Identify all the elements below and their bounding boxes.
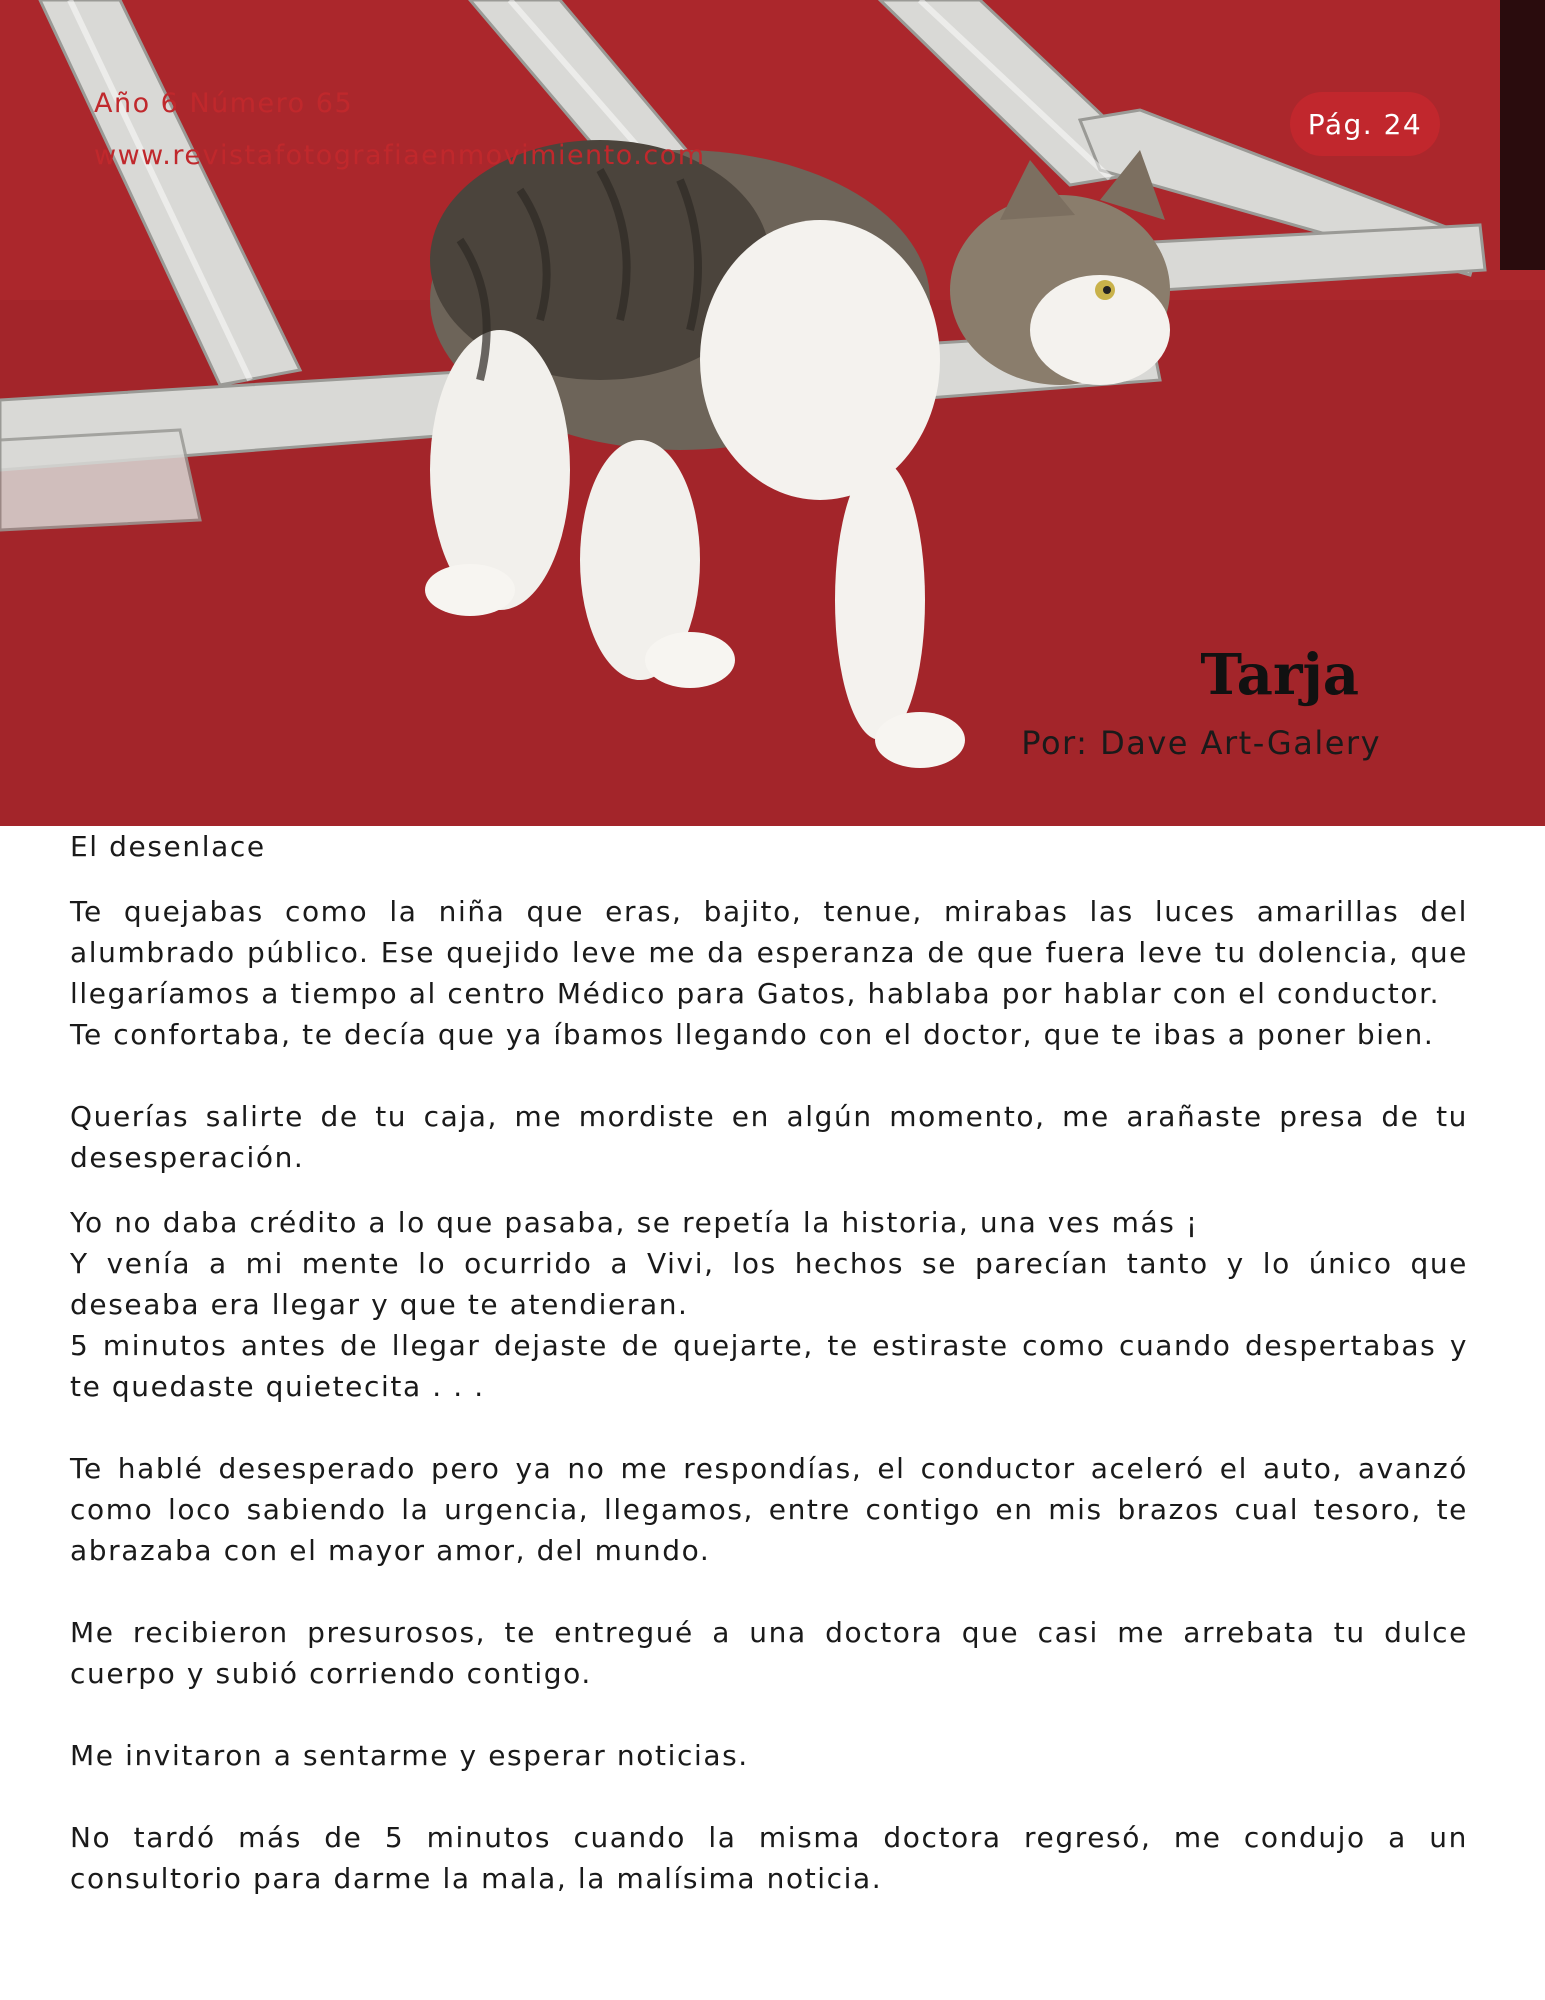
author-byline: Por: Dave Art-Galery: [1021, 724, 1381, 762]
page-number-badge: Pág. 24: [1290, 92, 1440, 156]
paragraph: Me invitaron a sentarme y esperar noticias.: [70, 1739, 749, 1772]
paragraph: Querías salirte de tu caja, me mordiste en algún momento, me arañaste presa de tu desesperación.: [70, 1100, 1468, 1174]
paragraph-text: 5 minutos antes de llegar dejaste de quejarte, te estiraste como cuando despertabas y te quedaste quietecita . . .: [70, 1329, 1468, 1403]
website-url: www.revistafotografiaenmovimiento.com: [94, 140, 706, 171]
paragraph-text: Te confortaba, te decía que ya íbamos llegando con el doctor, que te ibas a poner bien.: [70, 1018, 1435, 1051]
paragraph: [70, 1202, 1468, 1407]
article-body: [70, 826, 1468, 1899]
paragraph-text: Te quejabas como la niña que eras, bajito, tenue, mirabas las luces amarillas del alumbrado público. Ese quejido leve me da esperanza de que fuera leve tu dolencia, que llegaríamos a tiempo al centro Médico para Gatos, hablaba por hablar con el conductor.: [70, 895, 1468, 1010]
hero-photo: [0, 0, 1545, 826]
paragraph: Me recibieron presurosos, te entregué a una doctora que casi me arrebata tu dulce cuerpo y subió corriendo contigo.: [70, 1616, 1468, 1690]
paragraph-text: Y venía a mi mente lo ocurrido a Vivi, los hechos se parecían tanto y lo único que deseaba era llegar y que te atendieran.: [70, 1247, 1468, 1321]
paragraph: [70, 891, 1468, 1055]
story-title: Tarja: [1200, 642, 1359, 708]
paragraph: No tardó más de 5 minutos cuando la misma doctora regresó, me condujo a un consultorio para darme la mala, la malísima noticia.: [70, 1821, 1468, 1895]
paragraph-text: Yo no daba crédito a lo que pasaba, se repetía la historia, una ves más ¡: [70, 1206, 1199, 1239]
paragraph: Te hablé desesperado pero ya no me respondías, el conductor aceleró el auto, avanzó como loco sabiendo la urgencia, llegamos, entre contigo en mis brazos cual tesoro, te abrazaba con el mayor amor, del mundo.: [70, 1452, 1468, 1567]
issue-number: Año 6 Número 65: [94, 88, 354, 119]
section-heading: El desenlace: [70, 830, 266, 863]
